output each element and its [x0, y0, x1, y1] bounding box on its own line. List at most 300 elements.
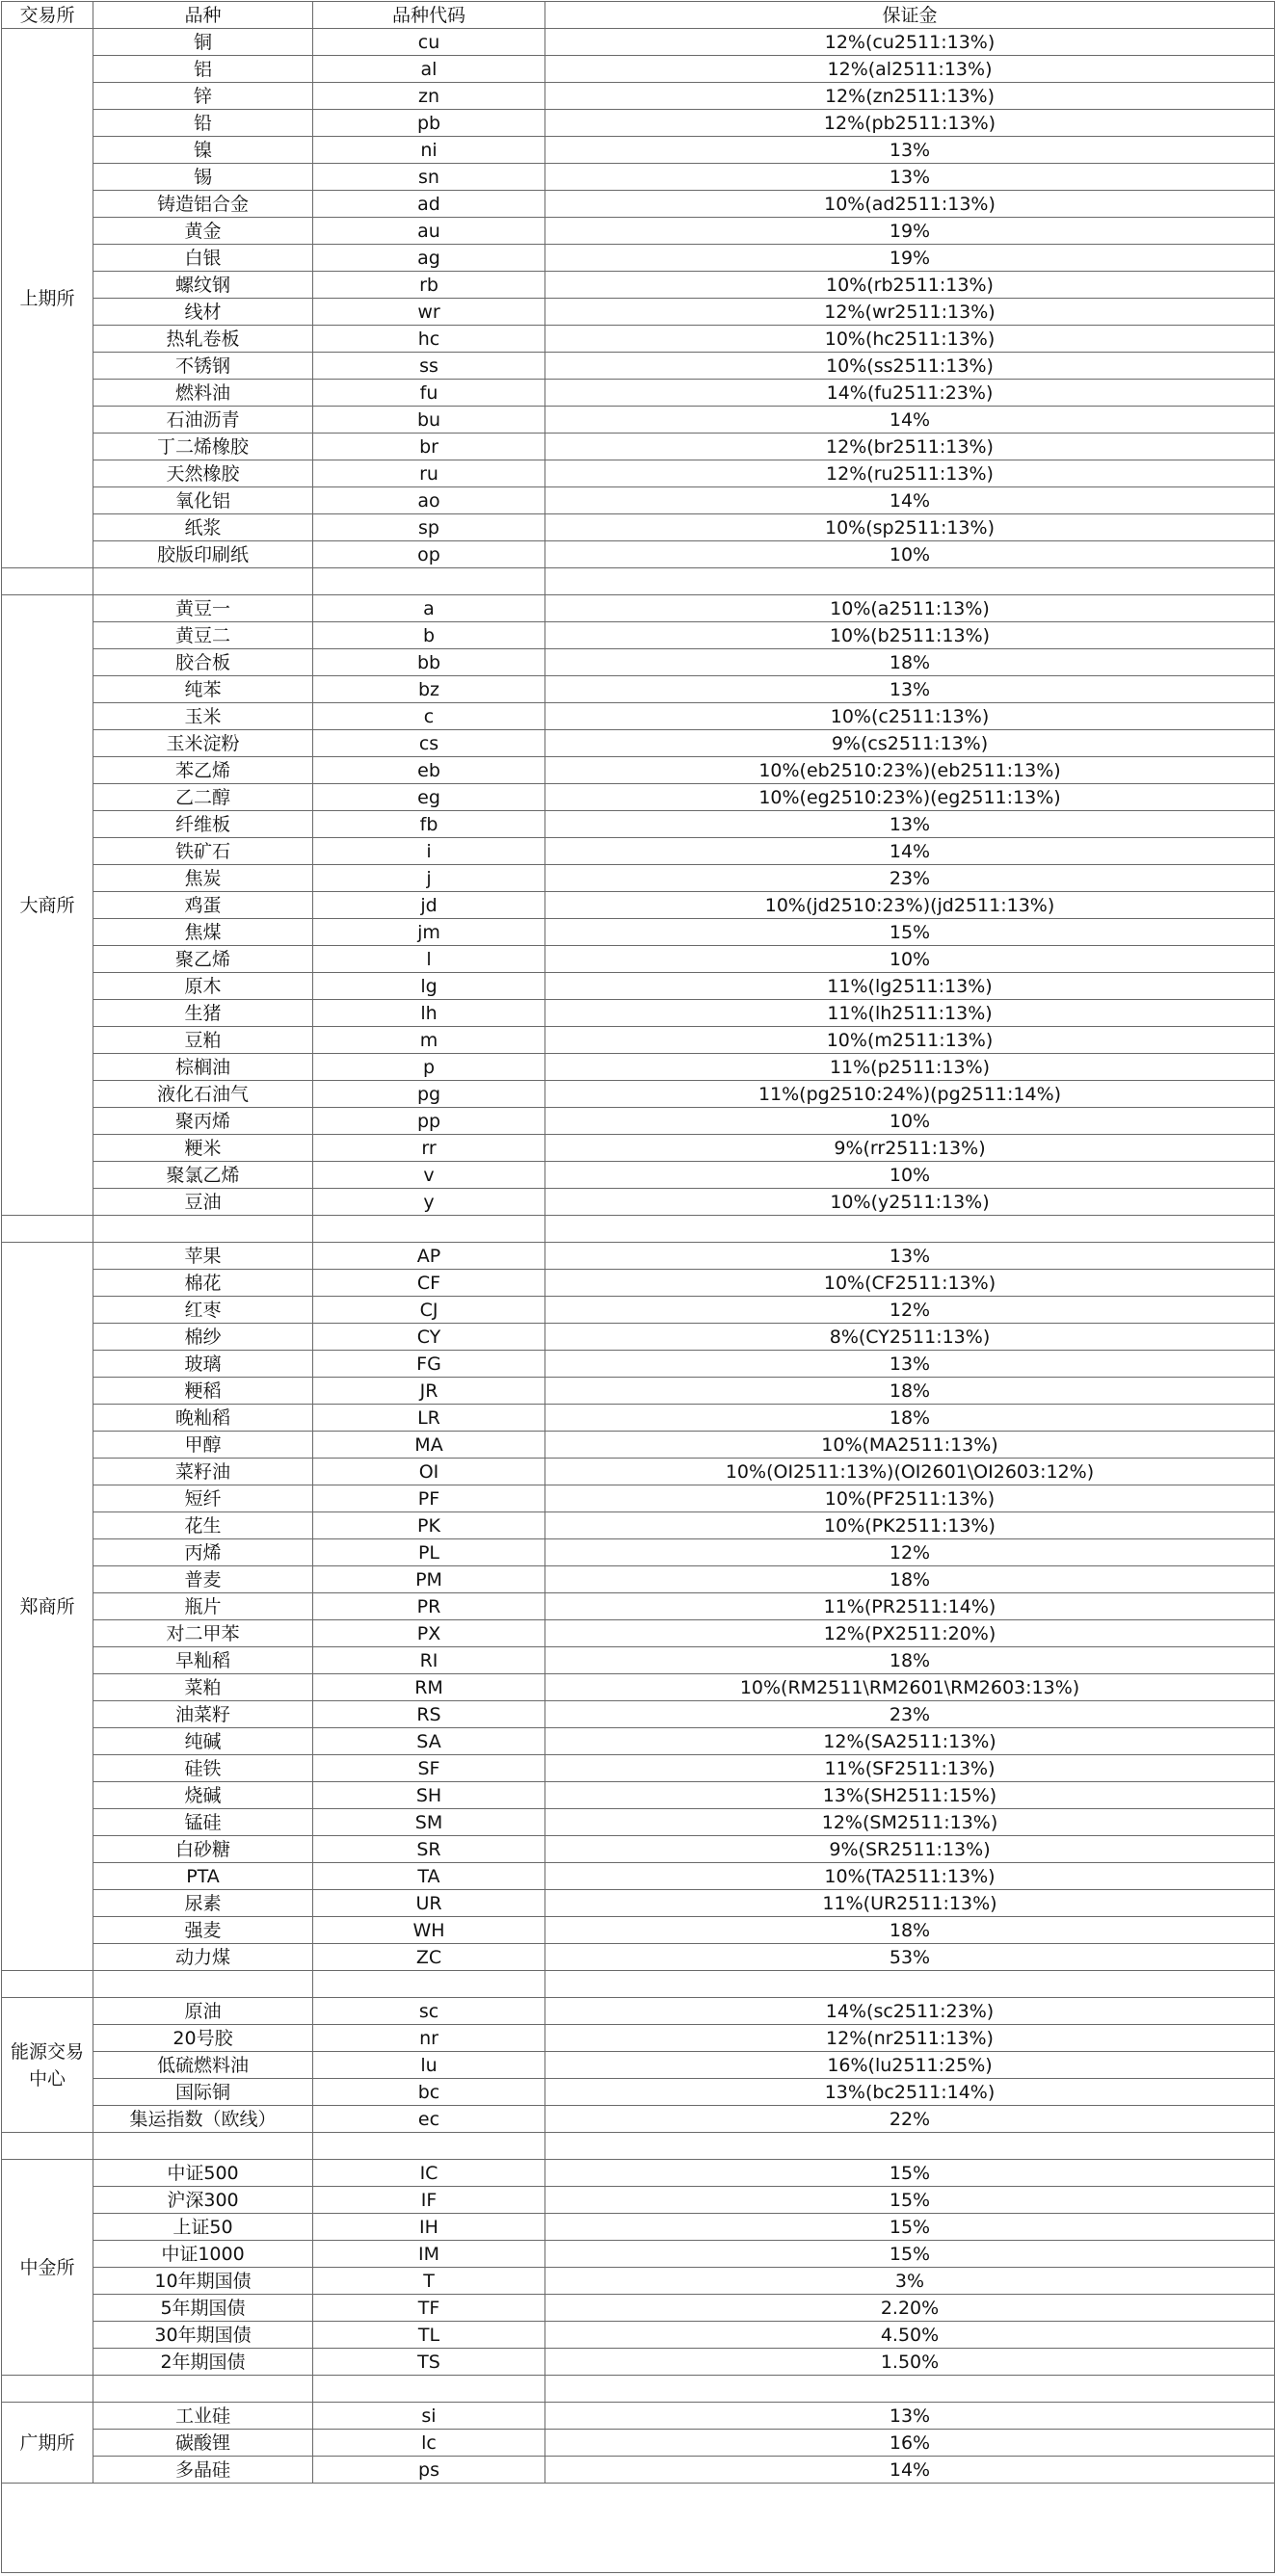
variety-cell: 纤维板: [93, 811, 313, 838]
code-cell: PL: [313, 1539, 545, 1566]
table-row: [2, 1512, 1275, 1539]
margin-cell: 10%(sp2511:13%): [545, 514, 1275, 541]
spacer-row: [2, 2133, 1275, 2160]
variety-cell: 铁矿石: [93, 838, 313, 865]
variety-cell: 热轧卷板: [93, 326, 313, 353]
table-row: [2, 514, 1275, 541]
variety-cell: 纯碱: [93, 1728, 313, 1755]
table-row: [2, 245, 1275, 272]
code-cell: SF: [313, 1755, 545, 1782]
variety-cell: 10年期国债: [93, 2268, 313, 2295]
table-row: [2, 541, 1275, 568]
code-cell: CJ: [313, 1297, 545, 1324]
code-cell: CY: [313, 1324, 545, 1351]
table-row: [2, 460, 1275, 487]
exchange-cell: 郑商所: [2, 1243, 93, 1971]
code-cell: pg: [313, 1081, 545, 1108]
margin-cell: 10%(hc2511:13%): [545, 326, 1275, 353]
code-cell: IM: [313, 2241, 545, 2268]
table-row: [2, 1539, 1275, 1566]
table-row: [2, 1998, 1275, 2025]
exchange-cell: 上期所: [2, 29, 93, 568]
table-row: [2, 1485, 1275, 1512]
code-cell: wr: [313, 299, 545, 326]
margin-cell: 18%: [545, 649, 1275, 676]
code-cell: MA: [313, 1432, 545, 1459]
variety-cell: 铸造铝合金: [93, 191, 313, 218]
table-row: [2, 191, 1275, 218]
margin-cell: 16%: [545, 2430, 1275, 2457]
empty-cell: [93, 1216, 313, 1243]
margin-cell: 13%: [545, 1351, 1275, 1378]
table-row: [2, 703, 1275, 730]
code-cell: PK: [313, 1512, 545, 1539]
code-cell: SR: [313, 1836, 545, 1863]
table-row: [2, 2403, 1275, 2430]
variety-cell: 30年期国债: [93, 2322, 313, 2349]
table-row: [2, 973, 1275, 1000]
variety-cell: 沪深300: [93, 2187, 313, 2214]
code-cell: c: [313, 703, 545, 730]
empty-cell: [2, 568, 93, 595]
table-row: [2, 622, 1275, 649]
empty-cell: [313, 1216, 545, 1243]
table-row: [2, 272, 1275, 299]
margin-cell: 12%(wr2511:13%): [545, 299, 1275, 326]
empty-cell: [2, 2133, 93, 2160]
table-row: [2, 1135, 1275, 1162]
trailing-empty-row: [2, 2484, 1275, 2573]
code-cell: RS: [313, 1701, 545, 1728]
margin-cell: 2.20%: [545, 2295, 1275, 2322]
variety-cell: 聚乙烯: [93, 946, 313, 973]
margin-cell: 13%: [545, 811, 1275, 838]
code-cell: WH: [313, 1917, 545, 1944]
variety-cell: 乙二醇: [93, 784, 313, 811]
variety-cell: 黄金: [93, 218, 313, 245]
empty-cell: [313, 568, 545, 595]
exchange-cell: 大商所: [2, 595, 93, 1216]
code-cell: lc: [313, 2430, 545, 2457]
code-cell: T: [313, 2268, 545, 2295]
margin-cell: 10%(b2511:13%): [545, 622, 1275, 649]
variety-cell: 红枣: [93, 1297, 313, 1324]
margin-cell: 9%(cs2511:13%): [545, 730, 1275, 757]
table-body: [2, 29, 1275, 2573]
margin-cell: 3%: [545, 2268, 1275, 2295]
margin-cell: 4.50%: [545, 2322, 1275, 2349]
margin-cell: 15%: [545, 2214, 1275, 2241]
variety-cell: 菜粕: [93, 1674, 313, 1701]
code-cell: ao: [313, 487, 545, 514]
code-cell: a: [313, 595, 545, 622]
code-cell: FG: [313, 1351, 545, 1378]
table-row: [2, 838, 1275, 865]
margin-cell: 16%(lu2511:25%): [545, 2052, 1275, 2079]
variety-cell: 胶版印刷纸: [93, 541, 313, 568]
margin-cell: 11%(lh2511:13%): [545, 1000, 1275, 1027]
variety-cell: 铅: [93, 110, 313, 137]
margin-cell: 12%(pb2511:13%): [545, 110, 1275, 137]
table-row: [2, 1189, 1275, 1216]
table-row: [2, 2025, 1275, 2052]
table-row: [2, 811, 1275, 838]
table-row: [2, 1620, 1275, 1647]
code-cell: PR: [313, 1593, 545, 1620]
empty-cell: [545, 1971, 1275, 1998]
table-row: [2, 1890, 1275, 1917]
margin-cell: 10%(jd2510:23%)(jd2511:13%): [545, 892, 1275, 919]
table-row: [2, 110, 1275, 137]
table-row: [2, 29, 1275, 56]
variety-cell: 甲醇: [93, 1432, 313, 1459]
table-row: [2, 649, 1275, 676]
margin-cell: 18%: [545, 1647, 1275, 1674]
margin-cell: 11%(pg2510:24%)(pg2511:14%): [545, 1081, 1275, 1108]
margin-cell: 10%(ad2511:13%): [545, 191, 1275, 218]
code-cell: ps: [313, 2457, 545, 2484]
margin-cell: 12%(nr2511:13%): [545, 2025, 1275, 2052]
table-row: [2, 434, 1275, 460]
table-row: [2, 1027, 1275, 1054]
table-row: [2, 2214, 1275, 2241]
table-row: [2, 1809, 1275, 1836]
margin-cell: 12%: [545, 1297, 1275, 1324]
variety-cell: 早籼稻: [93, 1647, 313, 1674]
table-row: [2, 2457, 1275, 2484]
variety-cell: 苹果: [93, 1243, 313, 1270]
table-row: [2, 83, 1275, 110]
code-cell: bb: [313, 649, 545, 676]
margin-cell: 12%(SA2511:13%): [545, 1728, 1275, 1755]
margin-cell: 10%(m2511:13%): [545, 1027, 1275, 1054]
margin-cell: 12%(ru2511:13%): [545, 460, 1275, 487]
variety-cell: 纸浆: [93, 514, 313, 541]
table-row: [2, 946, 1275, 973]
spacer-row: [2, 568, 1275, 595]
code-cell: lu: [313, 2052, 545, 2079]
table-row: [2, 1351, 1275, 1378]
variety-cell: 生猪: [93, 1000, 313, 1027]
code-cell: IC: [313, 2160, 545, 2187]
margin-cell: 19%: [545, 245, 1275, 272]
empty-cell: [93, 1971, 313, 1998]
table-row: [2, 2349, 1275, 2376]
code-cell: i: [313, 838, 545, 865]
code-cell: cs: [313, 730, 545, 757]
code-cell: b: [313, 622, 545, 649]
empty-cell: [93, 2133, 313, 2160]
margin-cell: 1.50%: [545, 2349, 1275, 2376]
code-cell: hc: [313, 326, 545, 353]
variety-cell: 聚氯乙烯: [93, 1162, 313, 1189]
table-row: [2, 2430, 1275, 2457]
margin-cell: 53%: [545, 1944, 1275, 1971]
code-cell: zn: [313, 83, 545, 110]
code-cell: br: [313, 434, 545, 460]
table-row: [2, 1566, 1275, 1593]
code-cell: sp: [313, 514, 545, 541]
empty-cell: [93, 2376, 313, 2403]
code-cell: pp: [313, 1108, 545, 1135]
variety-cell: 螺纹钢: [93, 272, 313, 299]
table-row: [2, 1674, 1275, 1701]
variety-cell: 菜籽油: [93, 1459, 313, 1485]
table-row: [2, 326, 1275, 353]
code-cell: fb: [313, 811, 545, 838]
exchange-cell: 能源交易中心: [2, 1998, 93, 2133]
margin-cell: 9%(rr2511:13%): [545, 1135, 1275, 1162]
table-row: [2, 1432, 1275, 1459]
table-row: [2, 1162, 1275, 1189]
variety-cell: 镍: [93, 137, 313, 164]
margin-cell: 11%(UR2511:13%): [545, 1890, 1275, 1917]
code-cell: si: [313, 2403, 545, 2430]
variety-cell: 原油: [93, 1998, 313, 2025]
table-row: [2, 1000, 1275, 1027]
margin-cell: 10%(eb2510:23%)(eb2511:13%): [545, 757, 1275, 784]
table-row: [2, 1647, 1275, 1674]
header-row: [2, 2, 1275, 29]
variety-cell: 低硫燃料油: [93, 2052, 313, 2079]
variety-cell: 原木: [93, 973, 313, 1000]
table-row: [2, 137, 1275, 164]
table-row: [2, 757, 1275, 784]
header-variety: 品种: [93, 2, 313, 29]
margin-cell: 15%: [545, 2160, 1275, 2187]
table-row: [2, 353, 1275, 380]
table-row: [2, 164, 1275, 191]
code-cell: AP: [313, 1243, 545, 1270]
empty-cell: [2, 2484, 1275, 2573]
margin-cell: 11%(PR2511:14%): [545, 1593, 1275, 1620]
code-cell: ru: [313, 460, 545, 487]
code-cell: p: [313, 1054, 545, 1081]
empty-cell: [545, 2133, 1275, 2160]
header-margin: 保证金: [545, 2, 1275, 29]
variety-cell: 20号胶: [93, 2025, 313, 2052]
margin-cell: 10%(y2511:13%): [545, 1189, 1275, 1216]
margin-cell: 14%: [545, 487, 1275, 514]
margin-cell: 10%(ss2511:13%): [545, 353, 1275, 380]
margin-cell: 11%(lg2511:13%): [545, 973, 1275, 1000]
table-row: [2, 2052, 1275, 2079]
variety-cell: 丙烯: [93, 1539, 313, 1566]
table-row: [2, 2268, 1275, 2295]
table-row: [2, 865, 1275, 892]
code-cell: IH: [313, 2214, 545, 2241]
variety-cell: 线材: [93, 299, 313, 326]
table-row: [2, 2295, 1275, 2322]
margin-cell: 10%(c2511:13%): [545, 703, 1275, 730]
code-cell: eg: [313, 784, 545, 811]
table-row: [2, 1270, 1275, 1297]
variety-cell: 丁二烯橡胶: [93, 434, 313, 460]
table-row: [2, 1297, 1275, 1324]
table-row: [2, 730, 1275, 757]
variety-cell: 硅铁: [93, 1755, 313, 1782]
table-row: [2, 1755, 1275, 1782]
code-cell: pb: [313, 110, 545, 137]
code-cell: UR: [313, 1890, 545, 1917]
variety-cell: 锌: [93, 83, 313, 110]
margin-cell: 14%(sc2511:23%): [545, 1998, 1275, 2025]
margin-cell: 10%(TA2511:13%): [545, 1863, 1275, 1890]
table-row: [2, 2187, 1275, 2214]
code-cell: rr: [313, 1135, 545, 1162]
margin-table: [1, 1, 1275, 2573]
margin-cell: 10%(MA2511:13%): [545, 1432, 1275, 1459]
margin-cell: 14%: [545, 838, 1275, 865]
code-cell: jm: [313, 919, 545, 946]
variety-cell: 玻璃: [93, 1351, 313, 1378]
variety-cell: 棉花: [93, 1270, 313, 1297]
margin-cell: 10%(PF2511:13%): [545, 1485, 1275, 1512]
table-row: [2, 1593, 1275, 1620]
variety-cell: 2年期国债: [93, 2349, 313, 2376]
table-row: [2, 1243, 1275, 1270]
margin-cell: 10%: [545, 946, 1275, 973]
margin-cell: 10%(rb2511:13%): [545, 272, 1275, 299]
margin-cell: 10%: [545, 1108, 1275, 1135]
variety-cell: 工业硅: [93, 2403, 313, 2430]
margin-cell: 14%: [545, 2457, 1275, 2484]
margin-cell: 9%(SR2511:13%): [545, 1836, 1275, 1863]
margin-cell: 10%(CF2511:13%): [545, 1270, 1275, 1297]
variety-cell: 短纤: [93, 1485, 313, 1512]
code-cell: ni: [313, 137, 545, 164]
margin-cell: 12%(cu2511:13%): [545, 29, 1275, 56]
code-cell: fu: [313, 380, 545, 407]
margin-cell: 23%: [545, 865, 1275, 892]
table-row: [2, 1701, 1275, 1728]
table-row: [2, 1944, 1275, 1971]
variety-cell: 瓶片: [93, 1593, 313, 1620]
margin-cell: 11%(p2511:13%): [545, 1054, 1275, 1081]
table-row: [2, 1863, 1275, 1890]
table-row: [2, 380, 1275, 407]
code-cell: nr: [313, 2025, 545, 2052]
table-row: [2, 1728, 1275, 1755]
margin-cell: 18%: [545, 1566, 1275, 1593]
variety-cell: 粳稻: [93, 1378, 313, 1405]
margin-cell: 15%: [545, 2187, 1275, 2214]
variety-cell: 聚丙烯: [93, 1108, 313, 1135]
code-cell: bz: [313, 676, 545, 703]
variety-cell: PTA: [93, 1863, 313, 1890]
table-row: [2, 919, 1275, 946]
margin-cell: 18%: [545, 1378, 1275, 1405]
variety-cell: 国际铜: [93, 2079, 313, 2106]
variety-cell: 碳酸锂: [93, 2430, 313, 2457]
code-cell: au: [313, 218, 545, 245]
margin-cell: 23%: [545, 1701, 1275, 1728]
code-cell: TS: [313, 2349, 545, 2376]
empty-cell: [2, 1216, 93, 1243]
code-cell: ZC: [313, 1944, 545, 1971]
margin-cell: 8%(CY2511:13%): [545, 1324, 1275, 1351]
variety-cell: 锡: [93, 164, 313, 191]
code-cell: bu: [313, 407, 545, 434]
empty-cell: [313, 2133, 545, 2160]
code-cell: SA: [313, 1728, 545, 1755]
empty-cell: [545, 1216, 1275, 1243]
variety-cell: 中证1000: [93, 2241, 313, 2268]
margin-cell: 18%: [545, 1917, 1275, 1944]
code-cell: OI: [313, 1459, 545, 1485]
code-cell: PX: [313, 1620, 545, 1647]
code-cell: l: [313, 946, 545, 973]
variety-cell: 天然橡胶: [93, 460, 313, 487]
exchange-cell: 广期所: [2, 2403, 93, 2484]
spacer-row: [2, 1971, 1275, 1998]
variety-cell: 胶合板: [93, 649, 313, 676]
code-cell: RM: [313, 1674, 545, 1701]
table-row: [2, 1378, 1275, 1405]
variety-cell: 黄豆二: [93, 622, 313, 649]
margin-cell: 13%: [545, 676, 1275, 703]
code-cell: eb: [313, 757, 545, 784]
margin-cell: 12%: [545, 1539, 1275, 1566]
variety-cell: 上证50: [93, 2214, 313, 2241]
margin-cell: 10%(OI2511:13%)(OI2601\OI2603:12%): [545, 1459, 1275, 1485]
empty-cell: [545, 2376, 1275, 2403]
table-row: [2, 1836, 1275, 1863]
variety-cell: 尿素: [93, 1890, 313, 1917]
variety-cell: 焦煤: [93, 919, 313, 946]
exchange-cell: 中金所: [2, 2160, 93, 2376]
code-cell: RI: [313, 1647, 545, 1674]
code-cell: m: [313, 1027, 545, 1054]
margin-cell: 14%: [545, 407, 1275, 434]
code-cell: sc: [313, 1998, 545, 2025]
code-cell: TA: [313, 1863, 545, 1890]
code-cell: y: [313, 1189, 545, 1216]
code-cell: TL: [313, 2322, 545, 2349]
variety-cell: 豆粕: [93, 1027, 313, 1054]
margin-cell: 13%: [545, 2403, 1275, 2430]
code-cell: ss: [313, 353, 545, 380]
variety-cell: 多晶硅: [93, 2457, 313, 2484]
code-cell: rb: [313, 272, 545, 299]
margin-cell: 10%(eg2510:23%)(eg2511:13%): [545, 784, 1275, 811]
margin-cell: 13%: [545, 137, 1275, 164]
code-cell: cu: [313, 29, 545, 56]
table-row: [2, 1782, 1275, 1809]
code-cell: SH: [313, 1782, 545, 1809]
variety-cell: 5年期国债: [93, 2295, 313, 2322]
table-row: [2, 676, 1275, 703]
code-cell: lg: [313, 973, 545, 1000]
variety-cell: 焦炭: [93, 865, 313, 892]
variety-cell: 铜: [93, 29, 313, 56]
code-cell: jd: [313, 892, 545, 919]
margin-cell: 15%: [545, 2241, 1275, 2268]
variety-cell: 锰硅: [93, 1809, 313, 1836]
code-cell: op: [313, 541, 545, 568]
variety-cell: 中证500: [93, 2160, 313, 2187]
table-row: [2, 1054, 1275, 1081]
variety-cell: 黄豆一: [93, 595, 313, 622]
code-cell: CF: [313, 1270, 545, 1297]
table-row: [2, 2079, 1275, 2106]
variety-cell: 棕榈油: [93, 1054, 313, 1081]
variety-cell: 集运指数（欧线）: [93, 2106, 313, 2133]
table-row: [2, 299, 1275, 326]
variety-cell: 油菜籽: [93, 1701, 313, 1728]
variety-cell: 白砂糖: [93, 1836, 313, 1863]
spacer-row: [2, 1216, 1275, 1243]
